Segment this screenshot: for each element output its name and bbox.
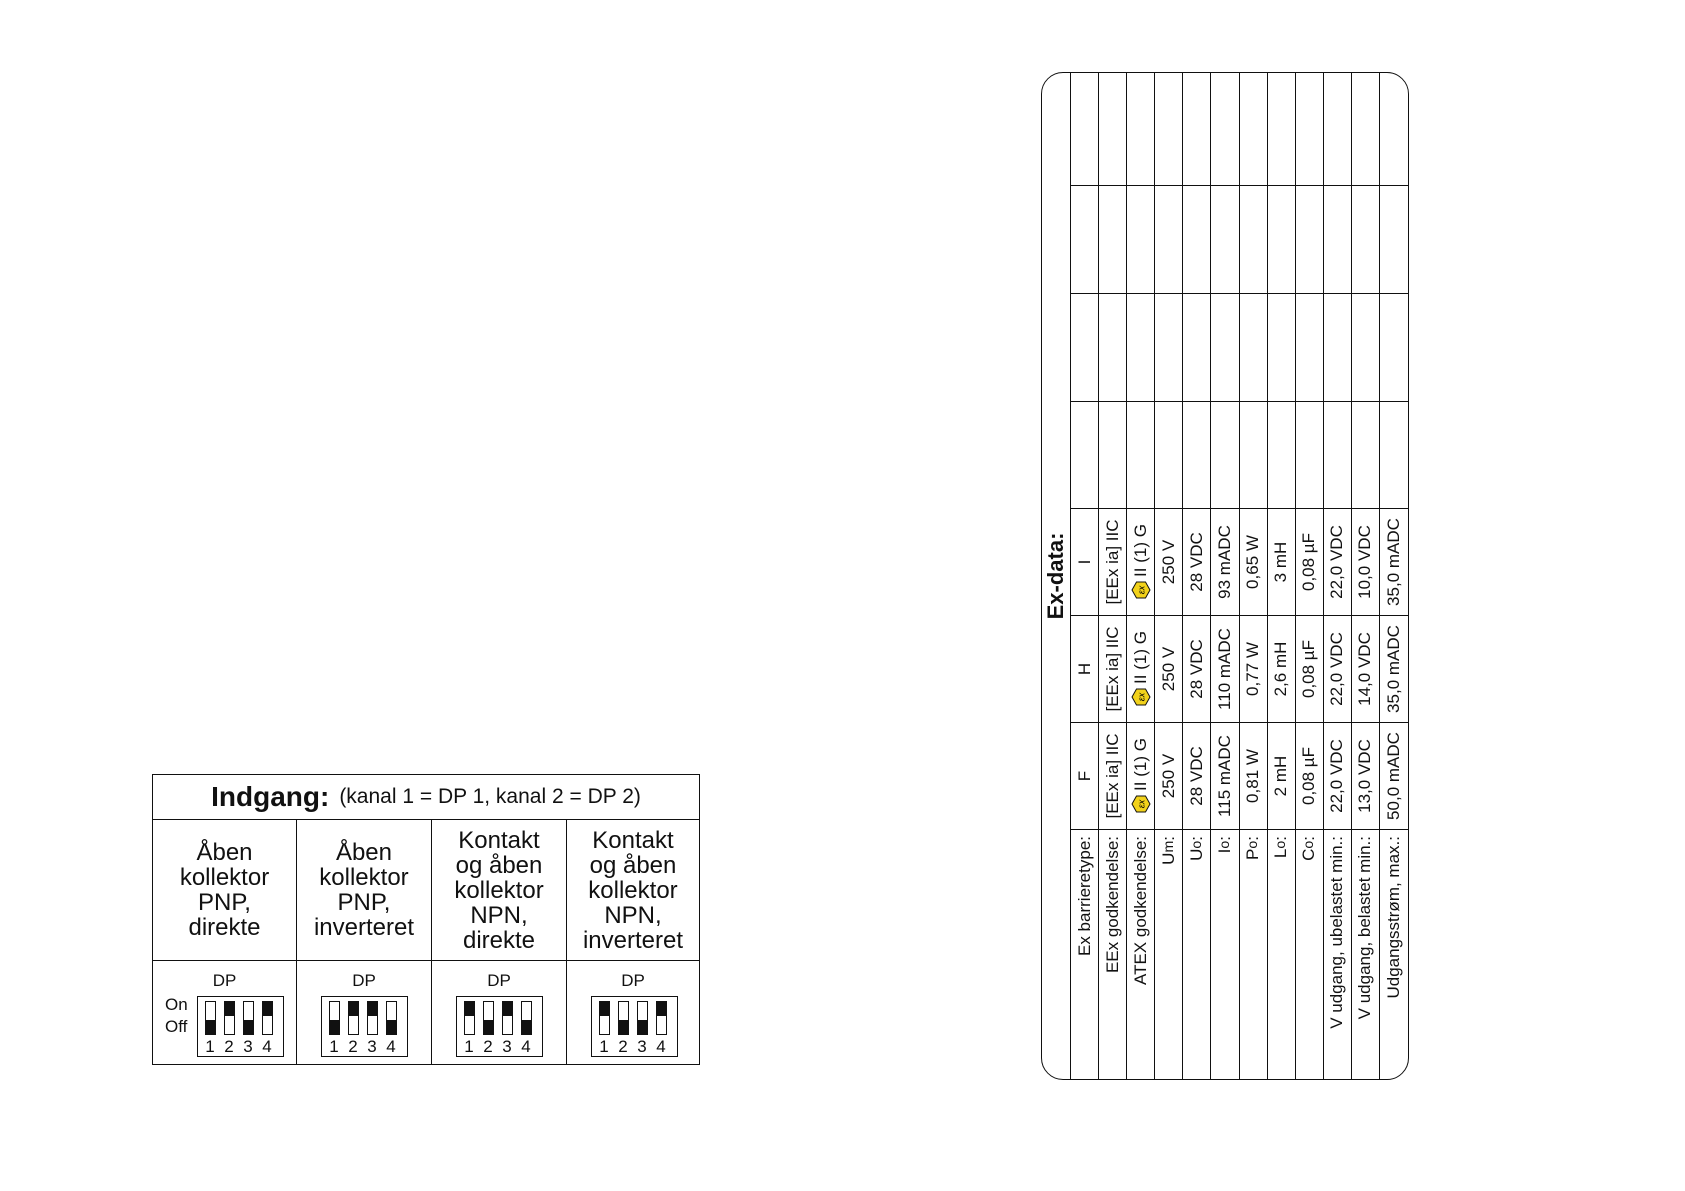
exdata-value-cell — [1127, 508, 1155, 615]
exdata-value: [EEx ia] IIC — [1102, 626, 1122, 712]
switch-knob — [600, 1002, 609, 1016]
dip-switch-block — [567, 961, 699, 1065]
exdata-value-cell — [1352, 508, 1380, 615]
exdata-empty-cell — [1183, 401, 1211, 508]
switch-2 — [618, 1001, 629, 1035]
switch-2 — [224, 1001, 235, 1035]
switch-2 — [348, 1001, 359, 1035]
indgang-subtitle: (kanal 1 = DP 1, kanal 2 = DP 2) — [339, 785, 641, 808]
exdata-empty-cell — [1240, 293, 1268, 401]
exdata-value-cell — [1071, 508, 1099, 615]
exdata-value-cell — [1099, 722, 1127, 829]
exdata-empty-cell — [1183, 185, 1211, 293]
exdata-value: 28 VDC — [1186, 639, 1206, 699]
exdata-empty-cell — [1155, 73, 1183, 185]
switch-knob — [368, 1002, 377, 1016]
exdata-value-cell — [1268, 508, 1296, 615]
exdata-value-cell — [1380, 508, 1408, 615]
switch-3 — [502, 1001, 513, 1035]
switch-number: 1 — [205, 1037, 215, 1056]
exdata-value: 22,0 VDC — [1327, 739, 1347, 813]
input-mode-label: Åben kollektor PNP, direkte — [153, 820, 296, 961]
exdata-value: II (1) G — [1130, 631, 1150, 684]
exdata-empty-cell — [1099, 401, 1127, 508]
exdata-value: 0,65 W — [1243, 535, 1263, 589]
exdata-empty-cell — [1099, 73, 1127, 185]
exdata-value: 2 mH — [1271, 755, 1291, 797]
exdata-value-cell — [1324, 508, 1352, 615]
exdata-value: 250 V — [1158, 646, 1178, 692]
switch-3 — [637, 1001, 648, 1035]
dip-switch — [321, 996, 408, 1057]
exdata-title: Ex-data: — [1043, 532, 1068, 620]
row-label-text: I — [1214, 848, 1234, 854]
dp-label: DP — [352, 971, 376, 990]
ex-hazard-icon — [1131, 794, 1151, 814]
dip-switch — [197, 996, 284, 1057]
subscript: o — [1273, 840, 1290, 849]
exdata-empty-cell — [1099, 293, 1127, 401]
exdata-empty-cell — [1071, 185, 1099, 293]
input-mode-label: Kontakt og åben kollektor NPN, inverteret — [567, 820, 699, 961]
exdata-value: 250 V — [1158, 539, 1178, 585]
exdata-value: 0,77 W — [1243, 642, 1263, 696]
subscript: m — [1160, 840, 1177, 853]
exdata-value-cell — [1183, 722, 1211, 829]
exdata-value-cell — [1240, 615, 1268, 722]
exdata-value: 93 mADC — [1214, 525, 1234, 599]
exdata-value-cell — [1296, 722, 1324, 829]
exdata-empty-cell — [1211, 185, 1239, 293]
colon: : — [1271, 836, 1291, 841]
exdata-value: 13,0 VDC — [1355, 739, 1375, 813]
switch-number: 2 — [224, 1037, 234, 1056]
exdata-value-cell — [1211, 508, 1239, 615]
exdata-value: [EEx ia] IIC — [1102, 733, 1122, 819]
dp-label: DP — [212, 971, 237, 990]
exdata-empty-cell — [1155, 293, 1183, 401]
exdata-empty-cell — [1296, 293, 1324, 401]
dip-switch-block — [432, 961, 566, 1065]
dp-label: DP — [487, 971, 511, 990]
exdata-value: 0,08 µF — [1299, 747, 1319, 805]
colon: : — [1299, 836, 1319, 841]
switch-number: 1 — [329, 1037, 339, 1056]
exdata-value-cell — [1155, 615, 1183, 722]
input-mode-column — [153, 820, 297, 1065]
exdata-value-cell — [1268, 615, 1296, 722]
switch-knob — [349, 1002, 358, 1016]
subscript: o — [1188, 840, 1205, 849]
exdata-value: II (1) G — [1130, 524, 1150, 577]
exdata-empty-cell — [1211, 293, 1239, 401]
exdata-value: 28 VDC — [1186, 532, 1206, 592]
exdata-table — [1041, 72, 1409, 1080]
exdata-row-label — [1071, 829, 1099, 1079]
dip-switch — [456, 996, 543, 1057]
exdata-value: 3 mH — [1271, 541, 1291, 583]
exdata-grid — [1070, 73, 1408, 1079]
exdata-empty-cell — [1127, 293, 1155, 401]
exdata-value-cell — [1324, 615, 1352, 722]
exdata-value: H — [1074, 662, 1094, 676]
switch-knob — [484, 1020, 493, 1034]
exdata-value: [EEx ia] IIC — [1102, 519, 1122, 605]
exdata-empty-cell — [1324, 73, 1352, 185]
exdata-empty-cell — [1211, 401, 1239, 508]
exdata-empty-cell — [1240, 73, 1268, 185]
exdata-value-cell — [1380, 615, 1408, 722]
row-label-text: C — [1299, 848, 1319, 861]
input-mode-label: Kontakt og åben kollektor NPN, direkte — [432, 820, 566, 961]
exdata-empty-cell — [1352, 73, 1380, 185]
exdata-value: 0,08 µF — [1299, 640, 1319, 698]
exdata-value-cell — [1352, 615, 1380, 722]
exdata-value: 250 V — [1158, 753, 1178, 799]
subscript: o — [1245, 840, 1262, 849]
switch-3 — [367, 1001, 378, 1035]
exdata-value-cell — [1071, 722, 1099, 829]
exdata-value: 10,0 VDC — [1355, 525, 1375, 599]
exdata-empty-cell — [1296, 185, 1324, 293]
switch-4 — [262, 1001, 273, 1035]
exdata-empty-cell — [1155, 401, 1183, 508]
exdata-value: 0,08 µF — [1299, 533, 1319, 591]
exdata-value: 22,0 VDC — [1327, 632, 1347, 706]
switch-knob — [465, 1002, 474, 1016]
exdata-empty-cell — [1071, 293, 1099, 401]
exdata-value-cell — [1296, 615, 1324, 722]
exdata-empty-cell — [1380, 185, 1408, 293]
exdata-value-cell — [1155, 508, 1183, 615]
switch-4 — [521, 1001, 532, 1035]
switch-number: 1 — [599, 1037, 609, 1056]
exdata-empty-cell — [1324, 185, 1352, 293]
switch-number: 4 — [262, 1037, 272, 1056]
exdata-value: 115 mADC — [1214, 735, 1234, 817]
switch-number: 3 — [637, 1037, 647, 1056]
colon: : — [1243, 836, 1263, 841]
switch-knob — [263, 1002, 272, 1016]
exdata-value-cell — [1380, 722, 1408, 829]
ex-hazard-icon — [1131, 687, 1151, 707]
switch-knob — [225, 1002, 234, 1016]
switch-knob — [522, 1020, 531, 1034]
switch-4 — [656, 1001, 667, 1035]
switch-knob — [206, 1020, 215, 1034]
exdata-value: 110 mADC — [1214, 628, 1234, 710]
switch-1 — [464, 1001, 475, 1035]
exdata-value: 28 VDC — [1186, 746, 1206, 806]
svg-text:εx: εx — [1136, 692, 1147, 702]
exdata-value-cell — [1240, 508, 1268, 615]
exdata-empty-cell — [1127, 73, 1155, 185]
indgang-grid — [153, 820, 699, 1065]
row-label-text: P — [1243, 848, 1263, 860]
exdata-empty-cell — [1071, 73, 1099, 185]
exdata-value: F — [1074, 770, 1094, 782]
colon: : — [1186, 836, 1206, 841]
switch-number: 4 — [386, 1037, 396, 1056]
switch-knob — [657, 1002, 666, 1016]
input-mode-column — [297, 820, 432, 1065]
dip-switch — [591, 996, 678, 1057]
switch-2 — [483, 1001, 494, 1035]
exdata-row-label — [1211, 829, 1239, 1079]
subscript: o — [1301, 840, 1318, 849]
switch-1 — [599, 1001, 610, 1035]
on-label: On — [165, 995, 188, 1014]
exdata-empty-cell — [1352, 185, 1380, 293]
indgang-header — [153, 775, 699, 820]
switch-knob — [503, 1002, 512, 1016]
switch-1 — [205, 1001, 216, 1035]
input-mode-column — [432, 820, 567, 1065]
exdata-empty-cell — [1071, 401, 1099, 508]
exdata-row-label — [1099, 829, 1127, 1079]
exdata-row-label — [1183, 829, 1211, 1079]
input-mode-label: Åben kollektor PNP, inverteret — [297, 820, 431, 961]
switch-1 — [329, 1001, 340, 1035]
exdata-value-cell — [1324, 722, 1352, 829]
ex-hazard-icon — [1131, 580, 1151, 600]
switch-number: 2 — [483, 1037, 493, 1056]
exdata-empty-cell — [1268, 401, 1296, 508]
switch-number: 4 — [521, 1037, 531, 1056]
dip-switch-block — [297, 961, 431, 1065]
exdata-empty-cell — [1183, 293, 1211, 401]
exdata-value-cell — [1352, 722, 1380, 829]
row-label-text: L — [1271, 848, 1291, 859]
off-label: Off — [165, 1017, 188, 1036]
indgang-table — [152, 774, 700, 1065]
exdata-row-label — [1296, 829, 1324, 1079]
exdata-empty-cell — [1240, 185, 1268, 293]
exdata-value-cell — [1268, 722, 1296, 829]
row-label-text: U — [1158, 852, 1178, 865]
exdata-empty-cell — [1240, 401, 1268, 508]
exdata-row-label — [1352, 829, 1380, 1079]
exdata-empty-cell — [1380, 293, 1408, 401]
switch-number: 2 — [348, 1037, 358, 1056]
exdata-value-cell — [1155, 722, 1183, 829]
exdata-value-cell — [1296, 508, 1324, 615]
input-mode-column — [567, 820, 699, 1065]
exdata-empty-cell — [1352, 401, 1380, 508]
exdata-empty-cell — [1352, 293, 1380, 401]
switch-3 — [243, 1001, 254, 1035]
exdata-empty-cell — [1211, 73, 1239, 185]
exdata-empty-cell — [1380, 73, 1408, 185]
exdata-value-cell — [1127, 722, 1155, 829]
row-label-text: ATEX godkendelse: — [1130, 836, 1150, 985]
switch-number: 1 — [464, 1037, 474, 1056]
row-label-text: Ex barrieretype: — [1074, 836, 1094, 956]
switch-number: 2 — [618, 1037, 628, 1056]
row-label-text: U — [1186, 848, 1206, 861]
exdata-value: 14,0 VDC — [1355, 632, 1375, 706]
exdata-value: 35,0 mADC — [1383, 518, 1403, 606]
exdata-row-label — [1268, 829, 1296, 1079]
exdata-value-cell — [1127, 615, 1155, 722]
row-label-text: EEx godkendelse: — [1102, 836, 1122, 974]
switch-knob — [330, 1020, 339, 1034]
exdata-empty-cell — [1268, 185, 1296, 293]
row-label-text: V udgang, belastet min.: — [1355, 836, 1375, 1020]
exdata-empty-cell — [1268, 73, 1296, 185]
dip-switch-block — [153, 961, 296, 1065]
exdata-value: 2,6 mH — [1271, 641, 1291, 697]
exdata-empty-cell — [1127, 401, 1155, 508]
svg-text:εx: εx — [1136, 799, 1147, 809]
exdata-value: 50,0 mADC — [1383, 732, 1403, 820]
dp-label: DP — [621, 971, 645, 990]
exdata-row-label — [1380, 829, 1408, 1079]
exdata-empty-cell — [1155, 185, 1183, 293]
switch-number: 3 — [243, 1037, 253, 1056]
subscript: o — [1216, 840, 1233, 849]
exdata-value-cell — [1099, 615, 1127, 722]
exdata-row-label — [1155, 829, 1183, 1079]
exdata-row-label — [1240, 829, 1268, 1079]
row-label-text: V udgang, ubelastet min.: — [1327, 836, 1347, 1029]
exdata-empty-cell — [1296, 401, 1324, 508]
switch-number: 3 — [502, 1037, 512, 1056]
colon: : — [1158, 836, 1178, 841]
exdata-value-cell — [1211, 722, 1239, 829]
exdata-empty-cell — [1296, 73, 1324, 185]
exdata-empty-cell — [1324, 401, 1352, 508]
exdata-empty-cell — [1380, 401, 1408, 508]
switch-number: 3 — [367, 1037, 377, 1056]
switch-number: 4 — [656, 1037, 666, 1056]
exdata-value-cell — [1240, 722, 1268, 829]
switch-4 — [386, 1001, 397, 1035]
exdata-value: 35,0 mADC — [1383, 625, 1403, 713]
exdata-row-label — [1127, 829, 1155, 1079]
exdata-empty-cell — [1127, 185, 1155, 293]
exdata-value: 22,0 VDC — [1327, 525, 1347, 599]
exdata-row-label — [1324, 829, 1352, 1079]
switch-knob — [387, 1020, 396, 1034]
exdata-wrapper — [1041, 72, 1409, 1080]
switch-knob — [244, 1020, 253, 1034]
exdata-value: I — [1074, 559, 1094, 565]
exdata-value-cell — [1211, 615, 1239, 722]
exdata-value-cell — [1071, 615, 1099, 722]
exdata-empty-cell — [1183, 73, 1211, 185]
svg-text:εx: εx — [1136, 585, 1147, 595]
exdata-value-cell — [1183, 615, 1211, 722]
exdata-value: II (1) G — [1130, 738, 1150, 791]
exdata-empty-cell — [1268, 293, 1296, 401]
row-label-text: Udgangsstrøm, max.: — [1383, 836, 1403, 999]
switch-knob — [619, 1020, 628, 1034]
exdata-value-cell — [1183, 508, 1211, 615]
exdata-empty-cell — [1324, 293, 1352, 401]
exdata-value-cell — [1099, 508, 1127, 615]
colon: : — [1214, 836, 1234, 841]
exdata-empty-cell — [1099, 185, 1127, 293]
indgang-title: Indgang: — [211, 781, 330, 812]
switch-knob — [638, 1020, 647, 1034]
exdata-value: 0,81 W — [1243, 749, 1263, 803]
